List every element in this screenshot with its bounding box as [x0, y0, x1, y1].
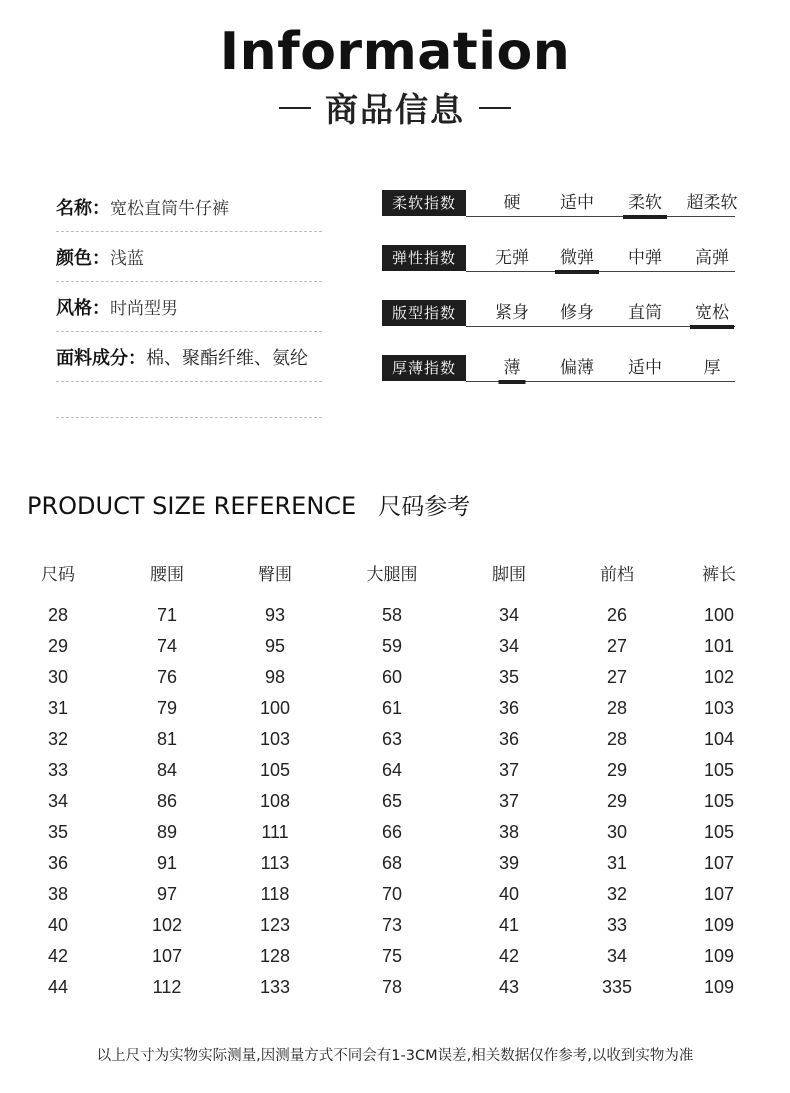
- size-cell: 30: [47, 667, 69, 687]
- size-cell: 31: [606, 853, 628, 873]
- index-option: 偏薄: [560, 358, 594, 378]
- size-cell: 133: [259, 977, 291, 997]
- size-cell: 36: [498, 698, 520, 718]
- index-option: 适中: [628, 358, 662, 378]
- info-value: 棉、聚酯纤维、氨纶: [146, 347, 308, 369]
- index-option-selected: 宽松: [695, 303, 729, 323]
- title-dash-left: [279, 107, 311, 109]
- index-label: 柔软指数: [382, 190, 466, 216]
- title-dash-right: [479, 107, 511, 109]
- info-label: 面料成分：: [56, 347, 146, 369]
- size-cell: 36: [498, 729, 520, 749]
- size-cell: 34: [606, 946, 628, 966]
- size-cell: 32: [47, 729, 69, 749]
- size-cell: 102: [151, 915, 183, 935]
- size-cell: 101: [703, 636, 735, 656]
- size-cell: 66: [381, 822, 403, 842]
- index-row: [382, 241, 735, 296]
- size-cell: 34: [47, 791, 69, 811]
- index-option: 高弹: [695, 248, 729, 268]
- size-cell: 65: [381, 791, 403, 811]
- size-cell: 44: [47, 977, 69, 997]
- size-cell: 58: [381, 605, 403, 625]
- info-row-name: [56, 182, 322, 232]
- index-option: 超柔软: [686, 193, 738, 213]
- size-note: 以上尺寸为实物实际测量,因测量方式不同会有1-3CM误差,相关数据仅作参考,以收到实物为准: [96, 1048, 694, 1064]
- size-cell: 107: [703, 853, 735, 873]
- size-cell: 113: [260, 853, 290, 873]
- size-cell: 34: [498, 636, 520, 656]
- index-row: [382, 186, 738, 241]
- title-english: Information: [219, 22, 571, 82]
- product-info-list: [56, 182, 322, 418]
- size-cell: 61: [381, 698, 403, 718]
- size-cell: 29: [606, 791, 628, 811]
- index-baseline: [466, 271, 735, 272]
- size-cell: 86: [156, 791, 178, 811]
- index-option: 适中: [560, 193, 594, 213]
- size-cell: 128: [259, 946, 291, 966]
- size-header-cell: 大腿围: [366, 565, 418, 585]
- index-option-selected: 薄: [503, 358, 521, 378]
- info-row-blank: [56, 382, 322, 418]
- size-cell: 70: [381, 884, 403, 904]
- size-header-cell: 脚围: [492, 565, 526, 585]
- size-header-cell: 腰围: [150, 565, 184, 585]
- index-option-selected: 微弹: [560, 248, 594, 268]
- size-cell: 112: [152, 977, 182, 997]
- size-cell: 105: [703, 822, 735, 842]
- size-cell: 68: [381, 853, 403, 873]
- size-cell: 33: [606, 915, 628, 935]
- size-section-title: [27, 488, 470, 521]
- index-option: 紧身: [495, 303, 529, 323]
- size-cell: 118: [260, 884, 290, 904]
- size-cell: 100: [259, 698, 291, 718]
- size-cell: 29: [47, 636, 69, 656]
- size-cell: 104: [703, 729, 735, 749]
- size-cell: 29: [606, 760, 628, 780]
- size-cell: 42: [47, 946, 69, 966]
- index-baseline: [466, 216, 735, 217]
- size-cell: 28: [47, 605, 69, 625]
- size-title-chinese: 尺码参考: [378, 494, 471, 520]
- size-cell: 38: [498, 822, 520, 842]
- index-option: 厚: [703, 358, 721, 378]
- info-label: 风格：: [56, 297, 110, 319]
- size-cell: 34: [498, 605, 520, 625]
- info-row-material: [56, 332, 322, 382]
- size-cell: 35: [498, 667, 520, 687]
- size-cell: 105: [703, 791, 735, 811]
- size-cell: 107: [703, 884, 735, 904]
- size-cell: 109: [703, 946, 735, 966]
- size-cell: 63: [381, 729, 403, 749]
- index-row: [382, 351, 735, 406]
- info-value: 宽松直筒牛仔裤: [110, 199, 229, 219]
- size-cell: 40: [47, 915, 69, 935]
- size-cell: 41: [498, 915, 520, 935]
- size-cell: 123: [259, 915, 291, 935]
- size-cell: 74: [156, 636, 178, 656]
- size-cell: 27: [606, 667, 628, 687]
- size-cell: 111: [261, 822, 289, 842]
- size-cell: 39: [498, 853, 520, 873]
- title-chinese: 商品信息: [325, 90, 465, 129]
- info-row-style: [56, 282, 322, 332]
- info-label: 名称：: [56, 197, 110, 219]
- size-cell: 31: [47, 698, 69, 718]
- size-cell: 71: [156, 605, 178, 625]
- index-option-selected: 柔软: [628, 193, 662, 213]
- size-cell: 103: [703, 698, 735, 718]
- size-cell: 109: [703, 977, 735, 997]
- size-cell: 76: [156, 667, 178, 687]
- size-cell: 30: [606, 822, 628, 842]
- size-cell: 84: [156, 760, 178, 780]
- size-cell: 81: [156, 729, 178, 749]
- size-cell: 103: [259, 729, 291, 749]
- index-option: 直筒: [628, 303, 662, 323]
- size-cell: 40: [498, 884, 520, 904]
- info-value: 浅蓝: [110, 249, 144, 269]
- size-header-cell: 前档: [600, 565, 634, 585]
- size-cell: 98: [264, 667, 286, 687]
- size-cell: 60: [381, 667, 403, 687]
- size-title-english: PRODUCT SIZE REFERENCE: [27, 492, 357, 520]
- size-cell: 43: [498, 977, 520, 997]
- size-cell: 93: [264, 605, 286, 625]
- size-cell: 107: [151, 946, 183, 966]
- size-cell: 32: [606, 884, 628, 904]
- size-cell: 105: [703, 760, 735, 780]
- size-cell: 35: [47, 822, 69, 842]
- size-cell: 26: [606, 605, 628, 625]
- size-cell: 102: [703, 667, 735, 687]
- title-chinese-row: [0, 84, 790, 131]
- size-header-cell: 尺码: [41, 565, 75, 585]
- size-cell: 37: [498, 791, 520, 811]
- size-cell: 36: [47, 853, 69, 873]
- size-cell: 78: [381, 977, 403, 997]
- info-value: 时尚型男: [110, 299, 178, 319]
- size-cell: 27: [606, 636, 628, 656]
- size-header-cell: 裤长: [702, 565, 736, 585]
- size-cell: 105: [259, 760, 291, 780]
- index-label: 版型指数: [382, 300, 466, 326]
- size-cell: 28: [606, 729, 628, 749]
- size-cell: 89: [156, 822, 178, 842]
- size-cell: 38: [47, 884, 69, 904]
- size-cell: 79: [156, 698, 178, 718]
- index-label: 厚薄指数: [382, 355, 466, 381]
- size-cell: 91: [156, 853, 178, 873]
- size-cell: 42: [498, 946, 520, 966]
- size-header-cell: 臀围: [258, 565, 292, 585]
- size-cell: 335: [601, 977, 633, 997]
- size-cell: 109: [703, 915, 735, 935]
- size-cell: 97: [156, 884, 178, 904]
- size-cell: 73: [381, 915, 403, 935]
- size-cell: 100: [703, 605, 735, 625]
- size-cell: 108: [259, 791, 291, 811]
- info-label: 颜色：: [56, 247, 110, 269]
- index-option: 中弹: [628, 248, 662, 268]
- index-option: 硬: [503, 193, 521, 213]
- index-option: 无弹: [495, 248, 529, 268]
- info-row-color: [56, 232, 322, 282]
- size-cell: 37: [498, 760, 520, 780]
- size-cell: 75: [381, 946, 403, 966]
- size-cell: 28: [606, 698, 628, 718]
- size-cell: 33: [47, 760, 69, 780]
- size-cell: 64: [381, 760, 403, 780]
- index-option: 修身: [560, 303, 594, 323]
- index-row: [382, 296, 735, 351]
- size-cell: 95: [264, 636, 286, 656]
- index-panel: [382, 186, 738, 406]
- index-label: 弹性指数: [382, 245, 466, 271]
- size-cell: 59: [381, 636, 403, 656]
